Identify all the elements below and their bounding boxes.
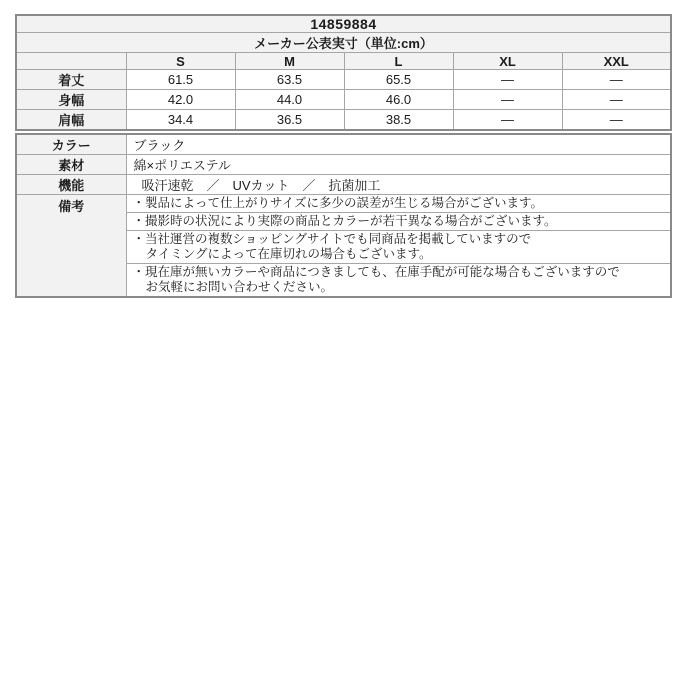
notes-row-1 <box>16 195 671 213</box>
size-col-header-m: M <box>235 53 344 70</box>
size-value-cell: — <box>453 110 562 131</box>
spec-row-material <box>16 155 671 175</box>
size-value-cell: 63.5 <box>235 70 344 90</box>
size-row-width <box>16 90 671 110</box>
size-table-subtitle-row <box>16 33 671 53</box>
note-item <box>126 195 671 213</box>
size-value-cell: — <box>562 110 671 131</box>
spec-value-material: 綿×ポリエステル <box>126 155 671 175</box>
spec-table <box>15 133 672 298</box>
note-line: ・撮影時の状況により実際の商品とカラーが若干異なる場合がございます。 <box>132 214 557 228</box>
spec-label-function: 機能 <box>16 175 126 195</box>
product-code-row <box>16 15 671 33</box>
size-row-label: 身幅 <box>16 90 126 110</box>
size-value-cell: 42.0 <box>126 90 235 110</box>
note-line-continuation: タイミングによって在庫切れの場合もございます。 <box>145 247 432 261</box>
spec-row-color <box>16 134 671 155</box>
size-value-cell: 65.5 <box>344 70 453 90</box>
size-col-header-s: S <box>126 53 235 70</box>
note-item <box>126 231 671 264</box>
product-code: 14859884 <box>16 15 671 33</box>
spec-value-function: 吸汗速乾 ／ UVカット ／ 抗菌加工 <box>126 175 671 195</box>
size-value-cell: — <box>562 70 671 90</box>
spec-label-color: カラー <box>16 134 126 155</box>
size-col-header-l: L <box>344 53 453 70</box>
size-row-label: 肩幅 <box>16 110 126 131</box>
size-value-cell: 34.4 <box>126 110 235 131</box>
size-col-header-xl: XL <box>453 53 562 70</box>
size-table <box>15 14 672 131</box>
size-value-cell: — <box>562 90 671 110</box>
note-line: ・製品によって仕上がりサイズに多少の誤差が生じる場合がございます。 <box>132 196 544 210</box>
note-line-continuation: お気軽にお問い合わせください。 <box>145 280 334 294</box>
note-line: ・現在庫が無いカラーや商品につきましても、在庫手配が可能な場合もございますので <box>132 265 620 279</box>
spec-row-function <box>16 175 671 195</box>
spec-label-notes: 備考 <box>16 195 126 298</box>
note-item <box>126 213 671 231</box>
size-value-cell: — <box>453 70 562 90</box>
size-corner-cell <box>16 53 126 70</box>
size-row-length <box>16 70 671 90</box>
size-value-cell: 61.5 <box>126 70 235 90</box>
size-value-cell: 38.5 <box>344 110 453 131</box>
size-value-cell: 36.5 <box>235 110 344 131</box>
size-value-cell: 44.0 <box>235 90 344 110</box>
size-value-cell: — <box>453 90 562 110</box>
size-row-shoulder <box>16 110 671 131</box>
size-column-header-row <box>16 53 671 70</box>
note-line: ・当社運営の複数ショッピングサイトでも同商品を掲載していますので <box>132 232 532 246</box>
spec-label-material: 素材 <box>16 155 126 175</box>
size-col-header-xxl: XXL <box>562 53 671 70</box>
size-value-cell: 46.0 <box>344 90 453 110</box>
spec-value-color: ブラック <box>126 134 671 155</box>
note-item <box>126 264 671 298</box>
size-table-subtitle: メーカー公表実寸（単位:cm） <box>16 33 671 53</box>
size-row-label: 着丈 <box>16 70 126 90</box>
